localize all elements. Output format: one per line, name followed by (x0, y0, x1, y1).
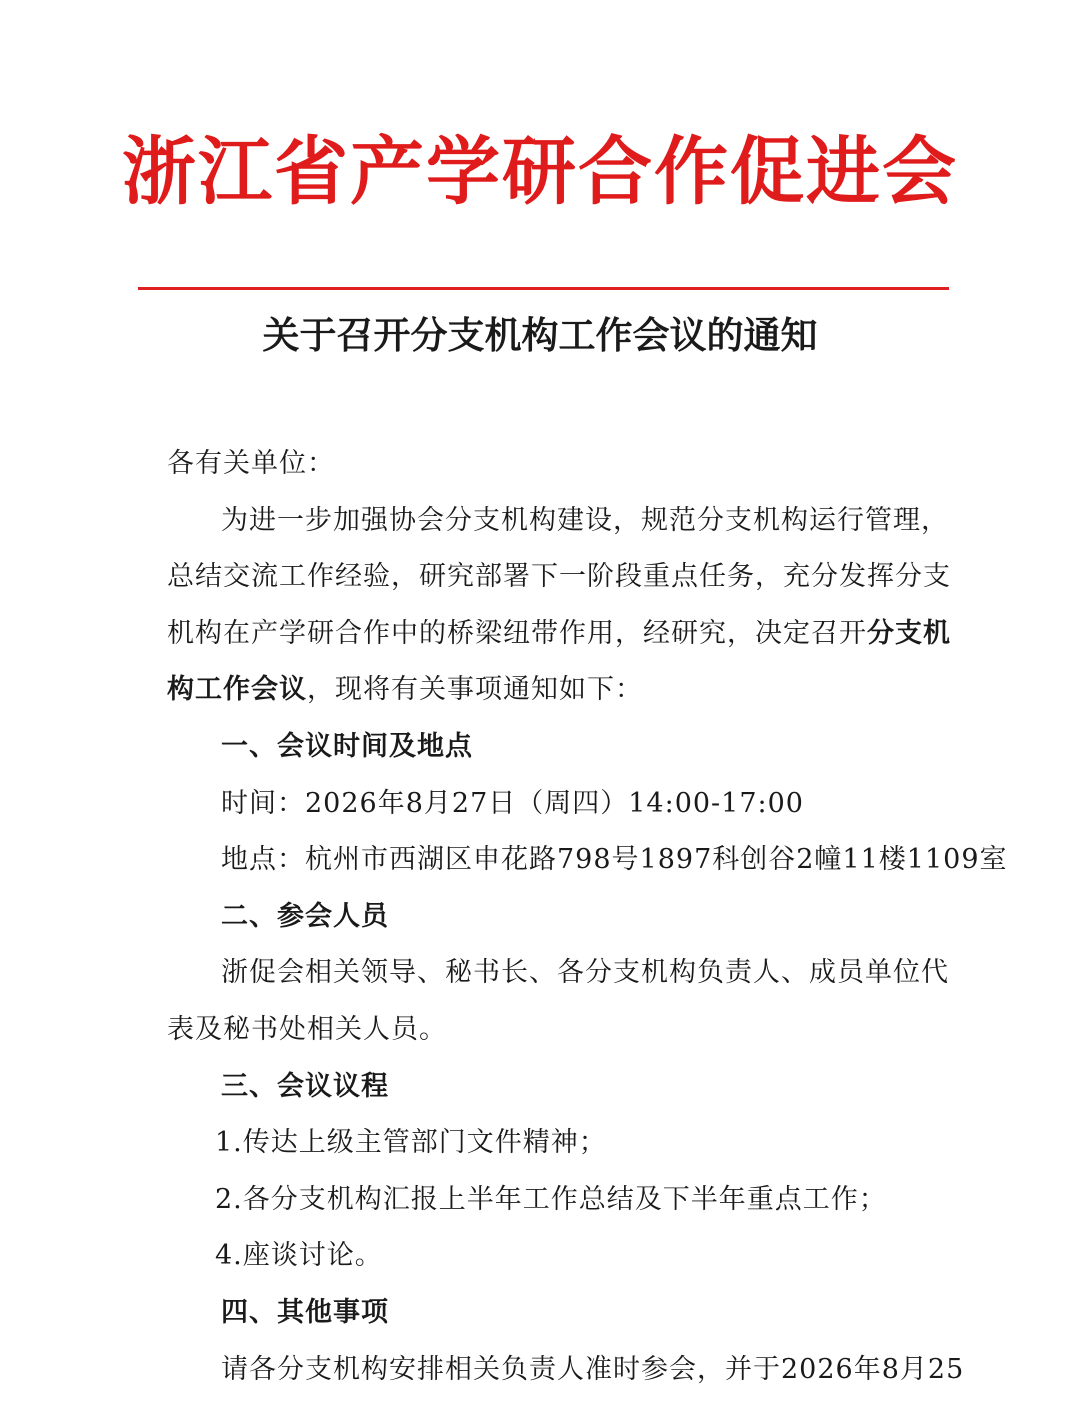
intro-line-4 (167, 662, 932, 719)
agenda-item: 1.传达上级主管部门文件精神； (215, 1127, 607, 1159)
attendees-line-2: 表及秘书处相关人员。 (167, 1013, 447, 1045)
intro-line-3 (167, 606, 951, 663)
intro-line-1: 为进一步加强协会分支机构建设，规范分支机构运行管理， (221, 504, 949, 536)
intro-line-4-text: ，现将有关事项通知如下： (307, 674, 643, 706)
intro-line-3-text: 机构在产学研合作中的桥梁纽带作用，经研究，决定召开 (167, 617, 867, 649)
org-name-heading: 浙江省产学研合作促进会 (122, 129, 958, 215)
section-1-heading: 一、会议时间及地点 (221, 730, 473, 762)
section-4-heading: 四、其他事项 (221, 1296, 389, 1328)
agenda-item: 4.座谈讨论。 (215, 1240, 383, 1272)
meeting-name-bold-end: 构工作会议 (167, 674, 307, 706)
section-3-heading: 三、会议议程 (221, 1070, 389, 1102)
document-title: 关于召开分支机构工作会议的通知 (262, 314, 818, 357)
meeting-place: 地点：杭州市西湖区申花路798号1897科创谷2幢11楼1109室 (221, 844, 1008, 876)
meeting-time: 时间：2026年8月27日（周四）14:00-17:00 (221, 787, 804, 819)
document-body (167, 436, 1008, 1398)
agenda-item: 2.各分支机构汇报上半年工作总结及下半年重点工作； (215, 1183, 887, 1215)
meeting-name-bold-start: 分支机 (867, 617, 951, 649)
red-divider-line (138, 287, 949, 290)
salutation: 各有关单位： (167, 448, 335, 479)
attendees-line-1: 浙促会相关领导、秘书长、各分支机构负责人、成员单位代 (221, 957, 949, 989)
other-matters-line-1: 请各分支机构安排相关负责人准时参会，并于2026年8月25 (221, 1353, 965, 1385)
section-2-heading: 二、参会人员 (221, 900, 389, 932)
intro-line-2: 总结交流工作经验，研究部署下一阶段重点任务，充分发挥分支 (167, 561, 951, 593)
